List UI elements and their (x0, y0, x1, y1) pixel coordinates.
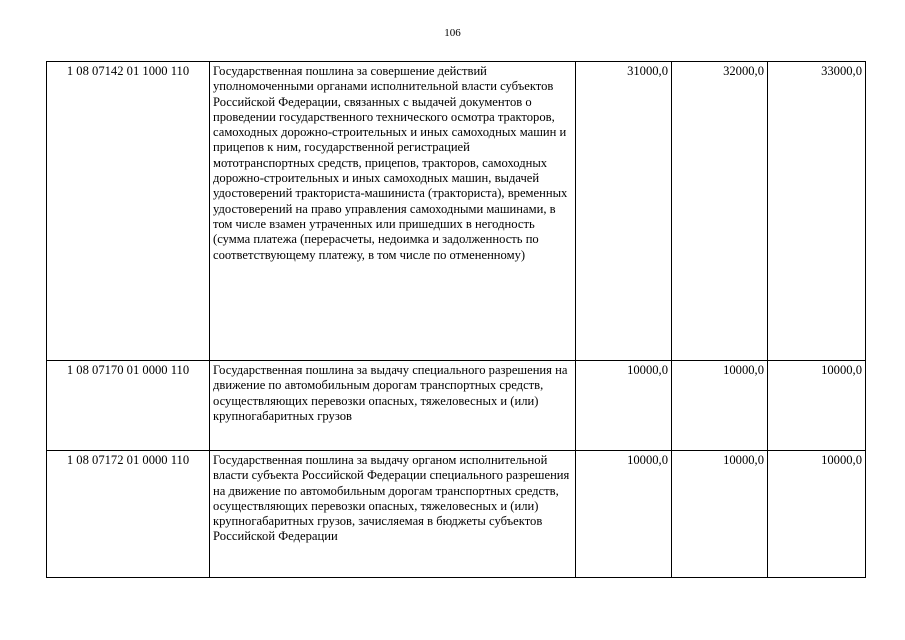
amount-year-3-cell: 10000,0 (768, 451, 866, 578)
table-row (47, 361, 866, 451)
budget-code-cell: 1 08 07172 01 0000 110 (47, 451, 210, 578)
page-number: 106 (444, 27, 461, 39)
amount-year-1-cell: 10000,0 (576, 361, 672, 451)
amount-year-2-cell: 10000,0 (672, 451, 768, 578)
budget-code-cell: 1 08 07170 01 0000 110 (47, 361, 210, 451)
budget-code-cell: 1 08 07142 01 1000 110 (47, 62, 210, 361)
amount-year-2-cell: 32000,0 (672, 62, 768, 361)
revenue-name-cell: Государственная пошлина за совершение действий уполномоченными органами исполнительной власти субъектов Российской Федерации, связанных с выдачей документов о проведении государственного технического осмотра тракторов, самоходных дорожно-строительных и иных самоходных машин и прицепов к ним, государственной регистрацией мототранспортных средств, прицепов, тракторов, самоходных дорожно-строительных и иных самоходных машин, выдачей удостоверений тракториста-машиниста (тракториста), временных удостоверений на право управления самоходными машинами, в том числе взамен утраченных или пришедших в негодность (сумма платежа (перерасчеты, недоимка и задолженность по соответствующему платежу, в том числе по отмененному) (210, 62, 576, 361)
revenue-table (46, 61, 866, 578)
amount-year-1-cell: 10000,0 (576, 451, 672, 578)
amount-year-2-cell: 10000,0 (672, 361, 768, 451)
amount-year-3-cell: 10000,0 (768, 361, 866, 451)
table-row (47, 62, 866, 361)
revenue-name-cell: Государственная пошлина за выдачу органом исполнительной власти субъекта Российской Федерации специального разрешения на движение по автомобильным дорогам транспортных средств, осуществляющих перевозки опасных, тяжеловесных и (или) крупногабаритных грузов, зачисляемая в бюджеты субъектов Российской Федерации (210, 451, 576, 578)
amount-year-1-cell: 31000,0 (576, 62, 672, 361)
table-row (47, 451, 866, 578)
revenue-name-cell: Государственная пошлина за выдачу специального разрешения на движение по автомобильным дорогам транспортных средств, осуществляющих перевозки опасных, тяжеловесных и (или) крупногабаритных грузов (210, 361, 576, 451)
amount-year-3-cell: 33000,0 (768, 62, 866, 361)
